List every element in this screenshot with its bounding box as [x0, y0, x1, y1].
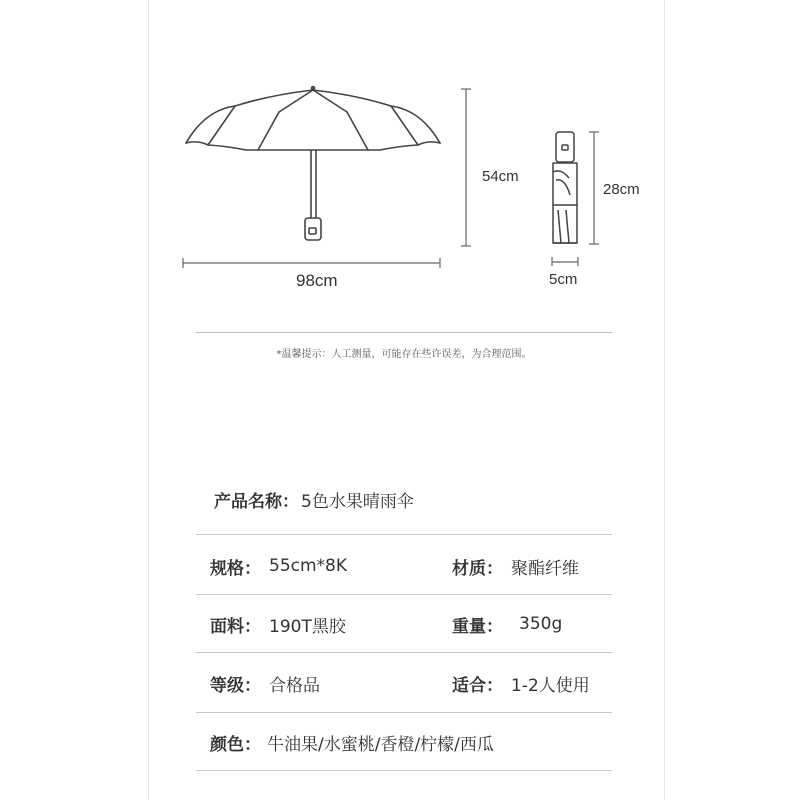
spec-value: 1-2人使用 — [511, 675, 590, 696]
spec-value: 聚酯纤维 — [511, 558, 579, 579]
spec-value: 5色水果晴雨伞 — [301, 491, 414, 512]
spec-weight — [452, 611, 562, 637]
umbrella-drawing — [0, 0, 800, 340]
spec-grade — [210, 670, 320, 696]
spec-divider — [196, 652, 612, 653]
spec-divider — [196, 594, 612, 595]
closed-diameter-label: 5cm — [549, 271, 578, 288]
spec-divider — [196, 770, 612, 771]
umbrella-dimension-diagram — [0, 0, 800, 340]
measurement-notice: *温馨提示：人工测量，可能存在些许误差，为合理范围。 — [276, 349, 532, 360]
spec-label: 材质： — [452, 558, 503, 579]
open-width-label: 98cm — [296, 271, 338, 290]
spec-material — [452, 553, 579, 579]
spec-colors — [210, 729, 494, 755]
divider — [196, 332, 612, 333]
closed-length-label: 28cm — [603, 181, 640, 198]
spec-value: 190T黑胶 — [269, 616, 346, 637]
spec-product-name — [214, 486, 414, 512]
spec-fabric — [210, 611, 346, 637]
spec-divider — [196, 712, 612, 713]
spec-label: 面料： — [210, 616, 261, 637]
spec-value: 牛油果/水蜜桃/香橙/柠檬/西瓜 — [267, 734, 494, 755]
spec-value: 55cm*8K — [269, 556, 348, 576]
closed-umbrella-icon — [553, 132, 577, 243]
spec-label: 颜色： — [210, 734, 261, 755]
spec-suitable — [452, 670, 590, 696]
spec-label: 适合： — [452, 675, 503, 696]
spec-divider — [196, 534, 612, 535]
spec-label: 等级： — [210, 675, 261, 696]
spec-size — [210, 553, 347, 579]
spec-label: 规格： — [210, 558, 261, 579]
dimension-lines — [183, 89, 599, 268]
spec-label: 重量： — [452, 616, 503, 637]
spec-value: 合格品 — [269, 675, 320, 696]
spec-value: 350g — [519, 614, 563, 634]
open-height-label: 54cm — [482, 168, 519, 185]
spec-label: 产品名称： — [214, 491, 299, 512]
open-umbrella-icon — [186, 87, 440, 241]
